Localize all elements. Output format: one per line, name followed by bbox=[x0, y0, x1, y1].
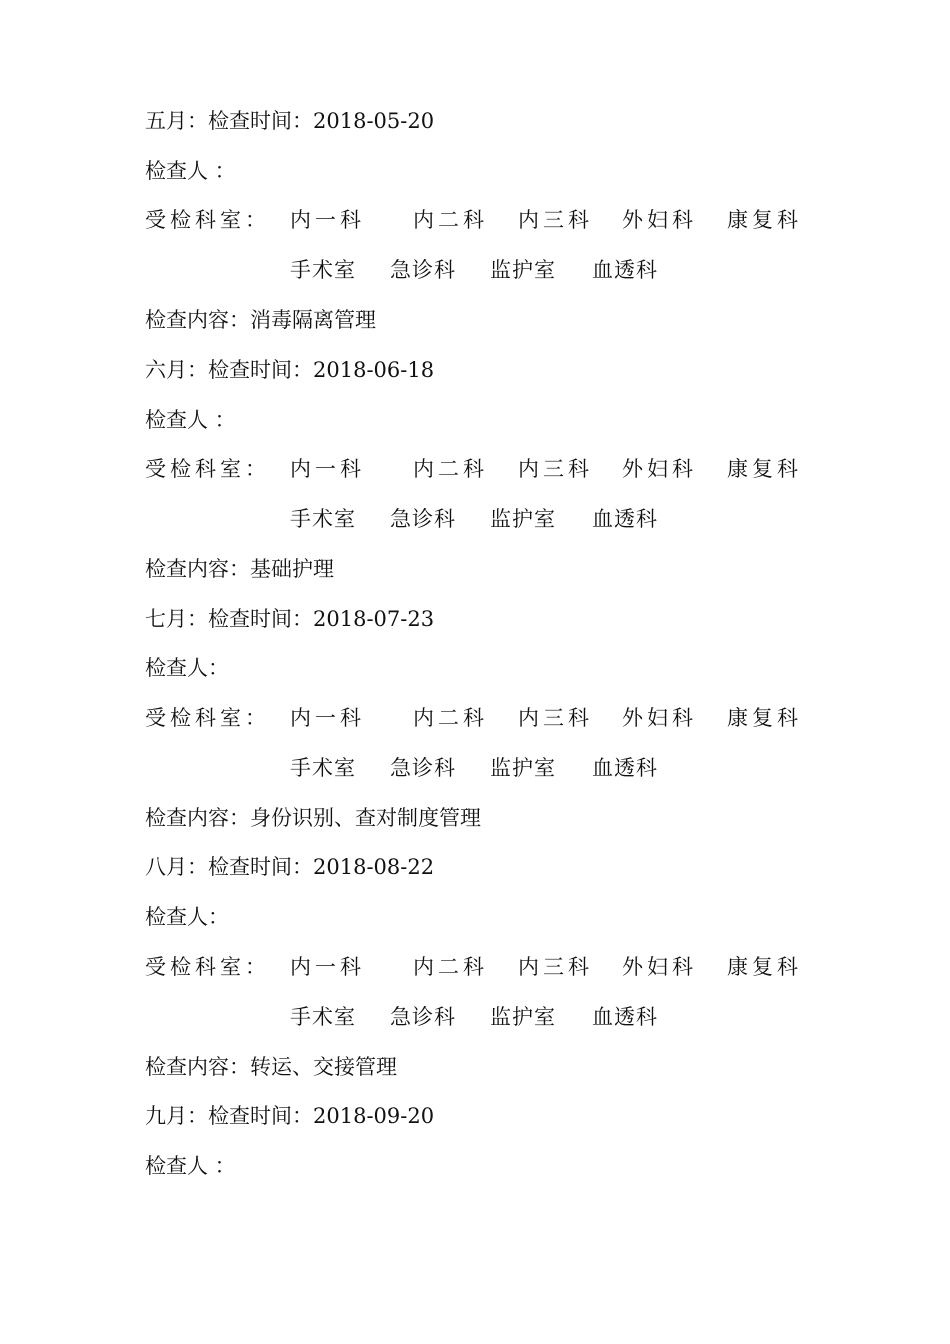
dept-label: 受检科室： bbox=[145, 955, 270, 979]
dept-item: 外妇科 bbox=[622, 955, 697, 979]
dept-item: 康复科 bbox=[727, 955, 802, 979]
dept-label: 受检科室： bbox=[145, 706, 270, 730]
dept-item: 内三科 bbox=[518, 208, 593, 232]
inspector-line: 检查人： bbox=[145, 905, 229, 929]
inspector-line: 检查人 ： bbox=[145, 159, 236, 183]
section-time: 六月：检查时间：2018-06-18 bbox=[145, 358, 435, 382]
dept-item: 监护室 bbox=[490, 1005, 556, 1029]
dept-item: 急诊科 bbox=[390, 258, 456, 282]
dept-item: 内二科 bbox=[413, 955, 488, 979]
dept-item: 监护室 bbox=[490, 258, 556, 282]
dept-item: 内一科 bbox=[290, 457, 365, 481]
dept-item: 内三科 bbox=[518, 706, 593, 730]
content-line: 检查内容：转运、交接管理 bbox=[145, 1055, 397, 1079]
inspector-line: 检查人： bbox=[145, 656, 229, 680]
dept-item: 内三科 bbox=[518, 457, 593, 481]
dept-item: 手术室 bbox=[290, 756, 356, 780]
dept-row-1 bbox=[145, 207, 802, 233]
dept-item: 血透科 bbox=[592, 1005, 658, 1029]
dept-label: 受检科室： bbox=[145, 457, 270, 481]
dept-label: 受检科室： bbox=[145, 208, 270, 232]
dept-item: 急诊科 bbox=[390, 756, 456, 780]
section-time: 九月：检查时间：2018-09-20 bbox=[145, 1104, 435, 1128]
dept-item: 内一科 bbox=[290, 706, 365, 730]
dept-item: 手术室 bbox=[290, 507, 356, 531]
dept-row-1 bbox=[145, 456, 802, 482]
dept-item: 内二科 bbox=[413, 706, 488, 730]
dept-item: 外妇科 bbox=[622, 208, 697, 232]
content-line: 检查内容：身份识别、查对制度管理 bbox=[145, 806, 481, 830]
dept-item: 监护室 bbox=[490, 507, 556, 531]
dept-item: 急诊科 bbox=[390, 1005, 456, 1029]
dept-item: 监护室 bbox=[490, 756, 556, 780]
inspector-line: 检查人 ： bbox=[145, 408, 236, 432]
dept-item: 康复科 bbox=[727, 706, 802, 730]
dept-item: 外妇科 bbox=[622, 457, 697, 481]
dept-item: 康复科 bbox=[727, 457, 802, 481]
dept-item: 内二科 bbox=[413, 208, 488, 232]
inspector-line: 检查人 ： bbox=[145, 1154, 236, 1178]
dept-item: 急诊科 bbox=[390, 507, 456, 531]
dept-item: 手术室 bbox=[290, 1005, 356, 1029]
content-line: 检查内容：消毒隔离管理 bbox=[145, 308, 376, 332]
dept-item: 血透科 bbox=[592, 507, 658, 531]
dept-item: 康复科 bbox=[727, 208, 802, 232]
section-time: 五月：检查时间：2018-05-20 bbox=[145, 109, 435, 133]
section-time: 七月：检查时间：2018-07-23 bbox=[145, 607, 435, 631]
section-time: 八月：检查时间：2018-08-22 bbox=[145, 855, 435, 879]
dept-item: 内二科 bbox=[413, 457, 488, 481]
dept-row-1 bbox=[145, 954, 802, 980]
dept-item: 内一科 bbox=[290, 955, 365, 979]
dept-item: 内三科 bbox=[518, 955, 593, 979]
dept-item: 血透科 bbox=[592, 756, 658, 780]
dept-row-1 bbox=[145, 705, 802, 731]
dept-item: 血透科 bbox=[592, 258, 658, 282]
content-line: 检查内容：基础护理 bbox=[145, 557, 334, 581]
dept-item: 内一科 bbox=[290, 208, 365, 232]
dept-item: 手术室 bbox=[290, 258, 356, 282]
dept-item: 外妇科 bbox=[622, 706, 697, 730]
